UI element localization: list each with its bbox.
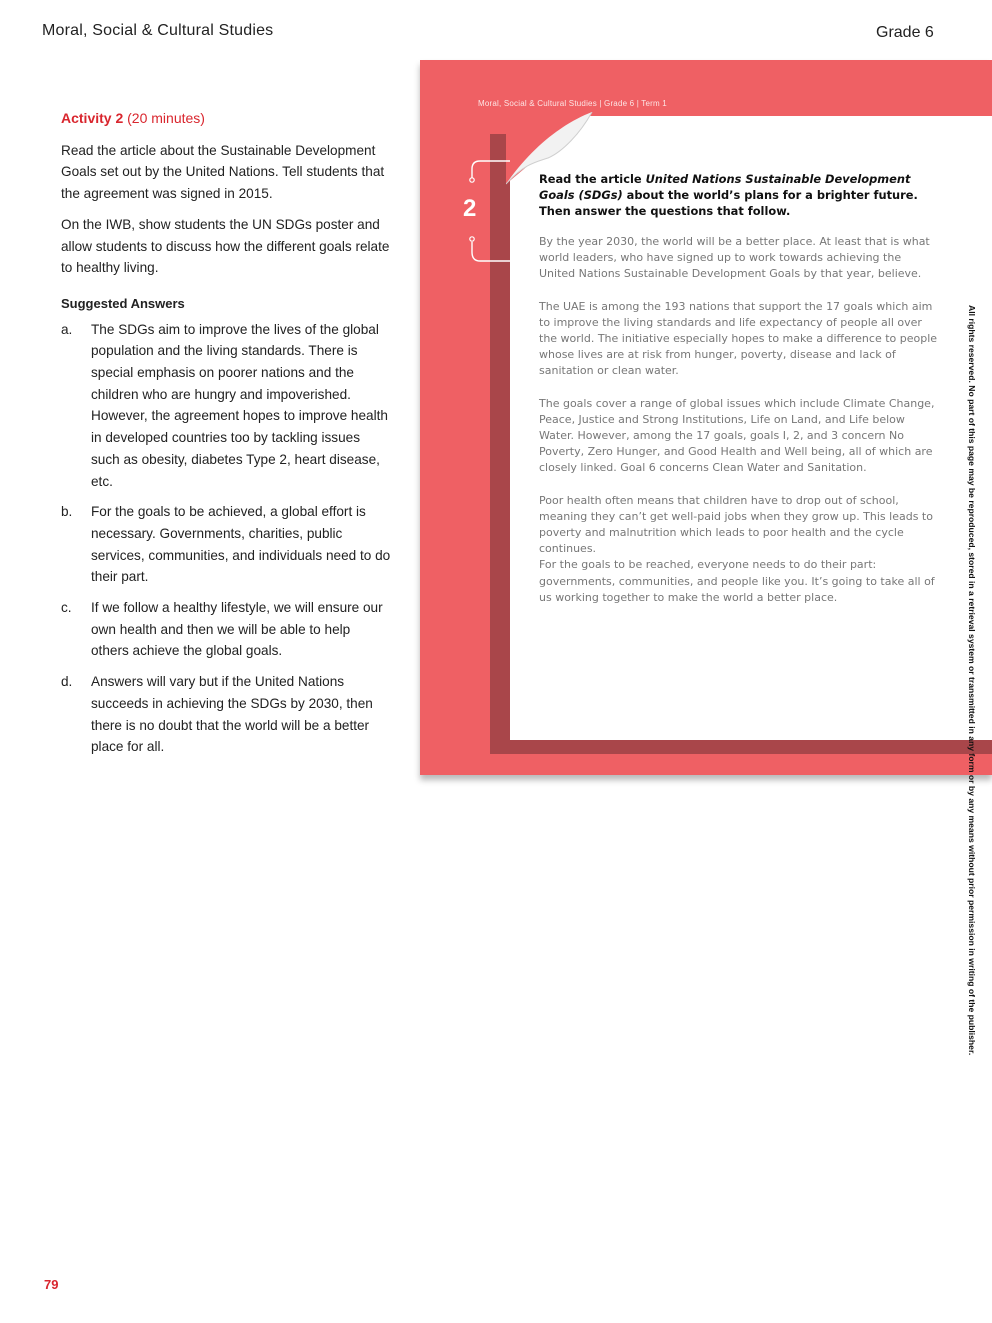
instruction-article-title: United Nations Sustainable Development Goals (SDGs) <box>539 172 911 202</box>
answer-text: If we follow a healthy lifestyle, we will ensure our own health and then we will be able to help others achieve the global goals. <box>91 600 383 659</box>
answer-text: For the goals to be achieved, a global effort is necessary. Governments, charities, public services, communities, and individuals need to do their part. <box>91 504 391 585</box>
answer-item <box>61 597 391 662</box>
answer-letter: d. <box>61 674 73 690</box>
answer-item <box>61 319 391 493</box>
rights-notice-text: All rights reserved. No part of this page may be reproduced, stored in a retrieval system or transmitted in any form or by any means without prior permission in writing of the publisher. <box>967 305 977 1056</box>
answer-letter: b. <box>61 504 73 520</box>
answer-text: Answers will vary but if the United Nations succeeds in achieving the SDGs by 2030, then there is no doubt that the world will be a better place for all. <box>91 674 373 755</box>
answer-text: The SDGs aim to improve the lives of the global population and the living standards. There is special emphasis on poorer nations and the children who are hungry and impoverished. However, the agreement hopes to improve health in developed countries too by tackling issues such as obesity, diabetes Type 2, heart disease, etc. <box>91 321 388 489</box>
answers-list <box>61 319 391 758</box>
article-body <box>539 234 939 622</box>
activity-paragraph: Read the article about the Sustainable Development Goals set out by the United Nations. Tell students that the agreement was signed in 2015. <box>61 142 385 202</box>
answer-letter: c. <box>61 600 72 616</box>
answer-item <box>61 671 391 758</box>
instruction-pre: Read the article <box>539 172 646 186</box>
subject-title: Moral, Social & Cultural Studies <box>42 22 274 39</box>
activity-paragraph: On the IWB, show students the UN SDGs poster and allow students to discuss how the different goals relate to healthy living. <box>61 216 390 276</box>
rights-notice <box>965 305 979 1055</box>
page-number: 79 <box>44 1277 59 1292</box>
article-paragraph: The UAE is among the 193 nations that support the 17 goals which aim to improve the living standards and life expectancy of people all over the world. The initiative especially hopes to make a difference to people whose lives are at risk from hunger, poverty, disease and lack of sanitation or clean water. <box>539 299 938 378</box>
activity-duration: (20 minutes) <box>127 110 205 126</box>
instruction-post: about the world’s plans for a brighter future. Then answer the questions that follow. <box>539 188 918 218</box>
answer-letter: a. <box>61 321 73 337</box>
article-paragraph: For the goals to be reached, everyone needs to do their part: governments, communities, and people like you. It’s going to take all of us working together to make the world a better place. <box>539 558 935 604</box>
teacher-notes <box>61 108 391 767</box>
activity-heading <box>61 108 391 130</box>
grade-label: Grade 6 <box>876 24 934 41</box>
answer-item <box>61 501 391 588</box>
article-paragraph: By the year 2030, the world will be a better place. At least that is what world leaders, who have signed up to work towards achieving the United Nations Sustainable Development Goals by that year, believe. <box>539 235 930 281</box>
suggested-answers-heading: Suggested Answers <box>61 295 185 311</box>
step-number: 2 <box>463 195 477 222</box>
article-paragraph: The goals cover a range of global issues which include Climate Change, Peace, Justice and Strong Institutions, Life on Land, and Life below Water. However, among the 17 goals, goals I, 2, and 3 concern No Poverty, Zero Hunger, and Good Health and Well being, all of which are closely linked. Goal 6 concerns Clean Water and Sanitation. <box>539 396 935 475</box>
article-paragraph: Poor health often means that children have to drop out of school, meaning they can’t get well-paid jobs when they grow up. This leads to poverty and malnutrition which leads to poor health and the cycle continues. <box>539 493 933 556</box>
article-instruction <box>539 171 939 219</box>
panel-breadcrumb: Moral, Social & Cultural Studies | Grade 6 | Term 1 <box>478 99 667 108</box>
activity-title: Activity 2 <box>61 110 124 126</box>
